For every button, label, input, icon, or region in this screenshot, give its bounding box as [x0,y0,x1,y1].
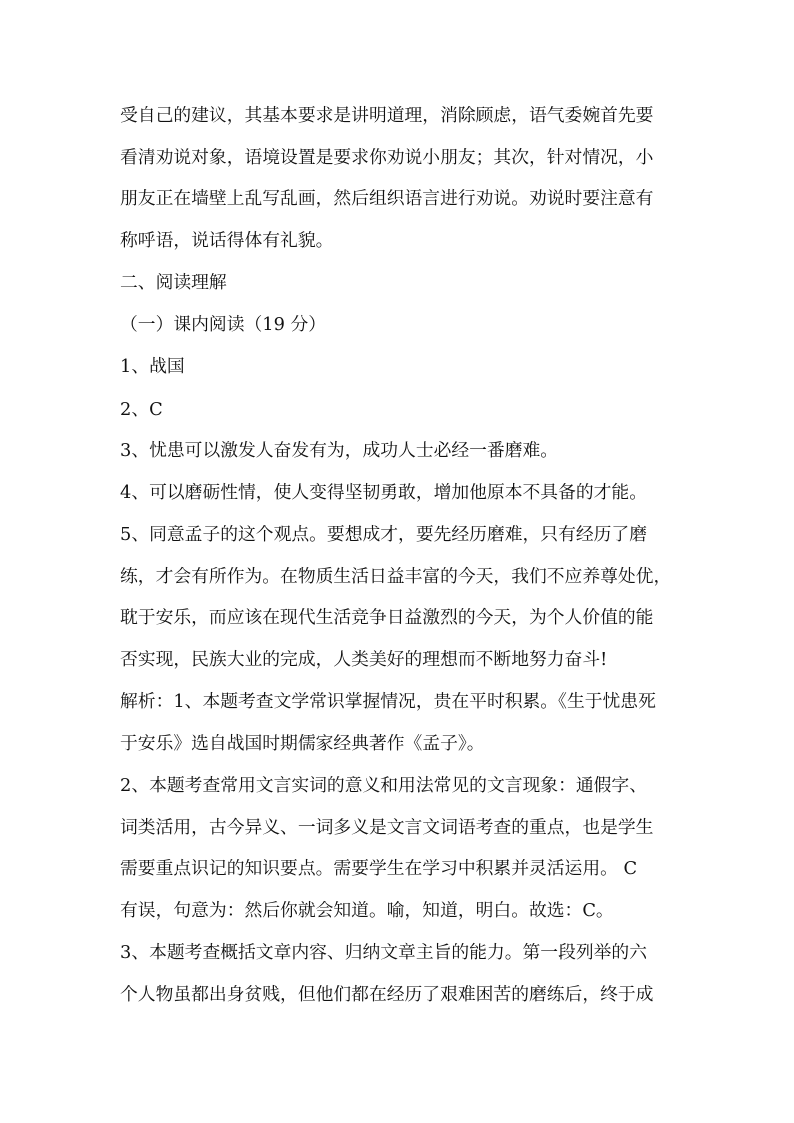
answer-item: 5、同意孟子的这个观点。要想成才，要先经历磨难，只有经历了磨 [120,524,647,545]
text-line: 否实现，民族大业的完成，人类美好的理想而不断地努力奋斗! [120,649,608,670]
section-heading: 二、阅读理解 [120,272,227,293]
text-line: 需要重点识记的知识要点。需要学生在学习中积累并灵活运用。 C [120,858,638,879]
answer-item: 3、忧患可以激发人奋发有为，成功人士必经一番磨难。 [120,440,559,461]
text-line: 有误，句意为：然后你就会知道。喻，知道，明白。故选：C。 [120,900,614,921]
text-line: 受自己的建议，其基本要求是讲明道理，消除顾虑，语气委婉首先要 [120,105,654,126]
text-line: 于安乐》选自战国时期儒家经典著作《孟子》。 [120,733,485,754]
text-line: 词类活用，古今异义、一词多义是文言文词语考查的重点，也是学生 [120,817,654,838]
answer-item: 4、可以磨砺性情，使人变得坚韧勇敢，增加他原本不具备的才能。 [120,482,647,503]
answer-item: 2、C [120,399,163,420]
answer-item: 1、战国 [120,356,185,377]
text-line: 看清劝说对象，语境设置是要求你劝说小朋友；其次，针对情况，小 [120,147,654,168]
text-line: 个人物虽都出身贫贱，但他们都在经历了艰难困苦的磨练后，终于成 [120,984,654,1005]
text-line: 练，才会有所作为。在物质生活日益丰富的今天，我们不应养尊处优， [120,566,672,587]
text-line: 朋友正在墙壁上乱写乱画，然后组织语言进行劝说。劝说时要注意有 [120,188,654,209]
analysis-line: 3、本题考查概括文章内容、归纳文章主旨的能力。第一段列举的六 [120,942,647,963]
analysis-line: 解析：1、本题考查文学常识掌握情况，贵在平时积累。《生于忧患死 [120,691,656,712]
text-line: 称呼语，说话得体有礼貌。 [120,230,334,251]
subsection-heading: （一）课内阅读（19 分） [120,314,327,335]
text-line: 耽于安乐，而应该在现代生活竞争日益激烈的今天，为个人价值的能 [120,607,654,628]
analysis-line: 2、本题考查常用文言实词的意义和用法常见的文言现象：通假字、 [120,775,647,796]
